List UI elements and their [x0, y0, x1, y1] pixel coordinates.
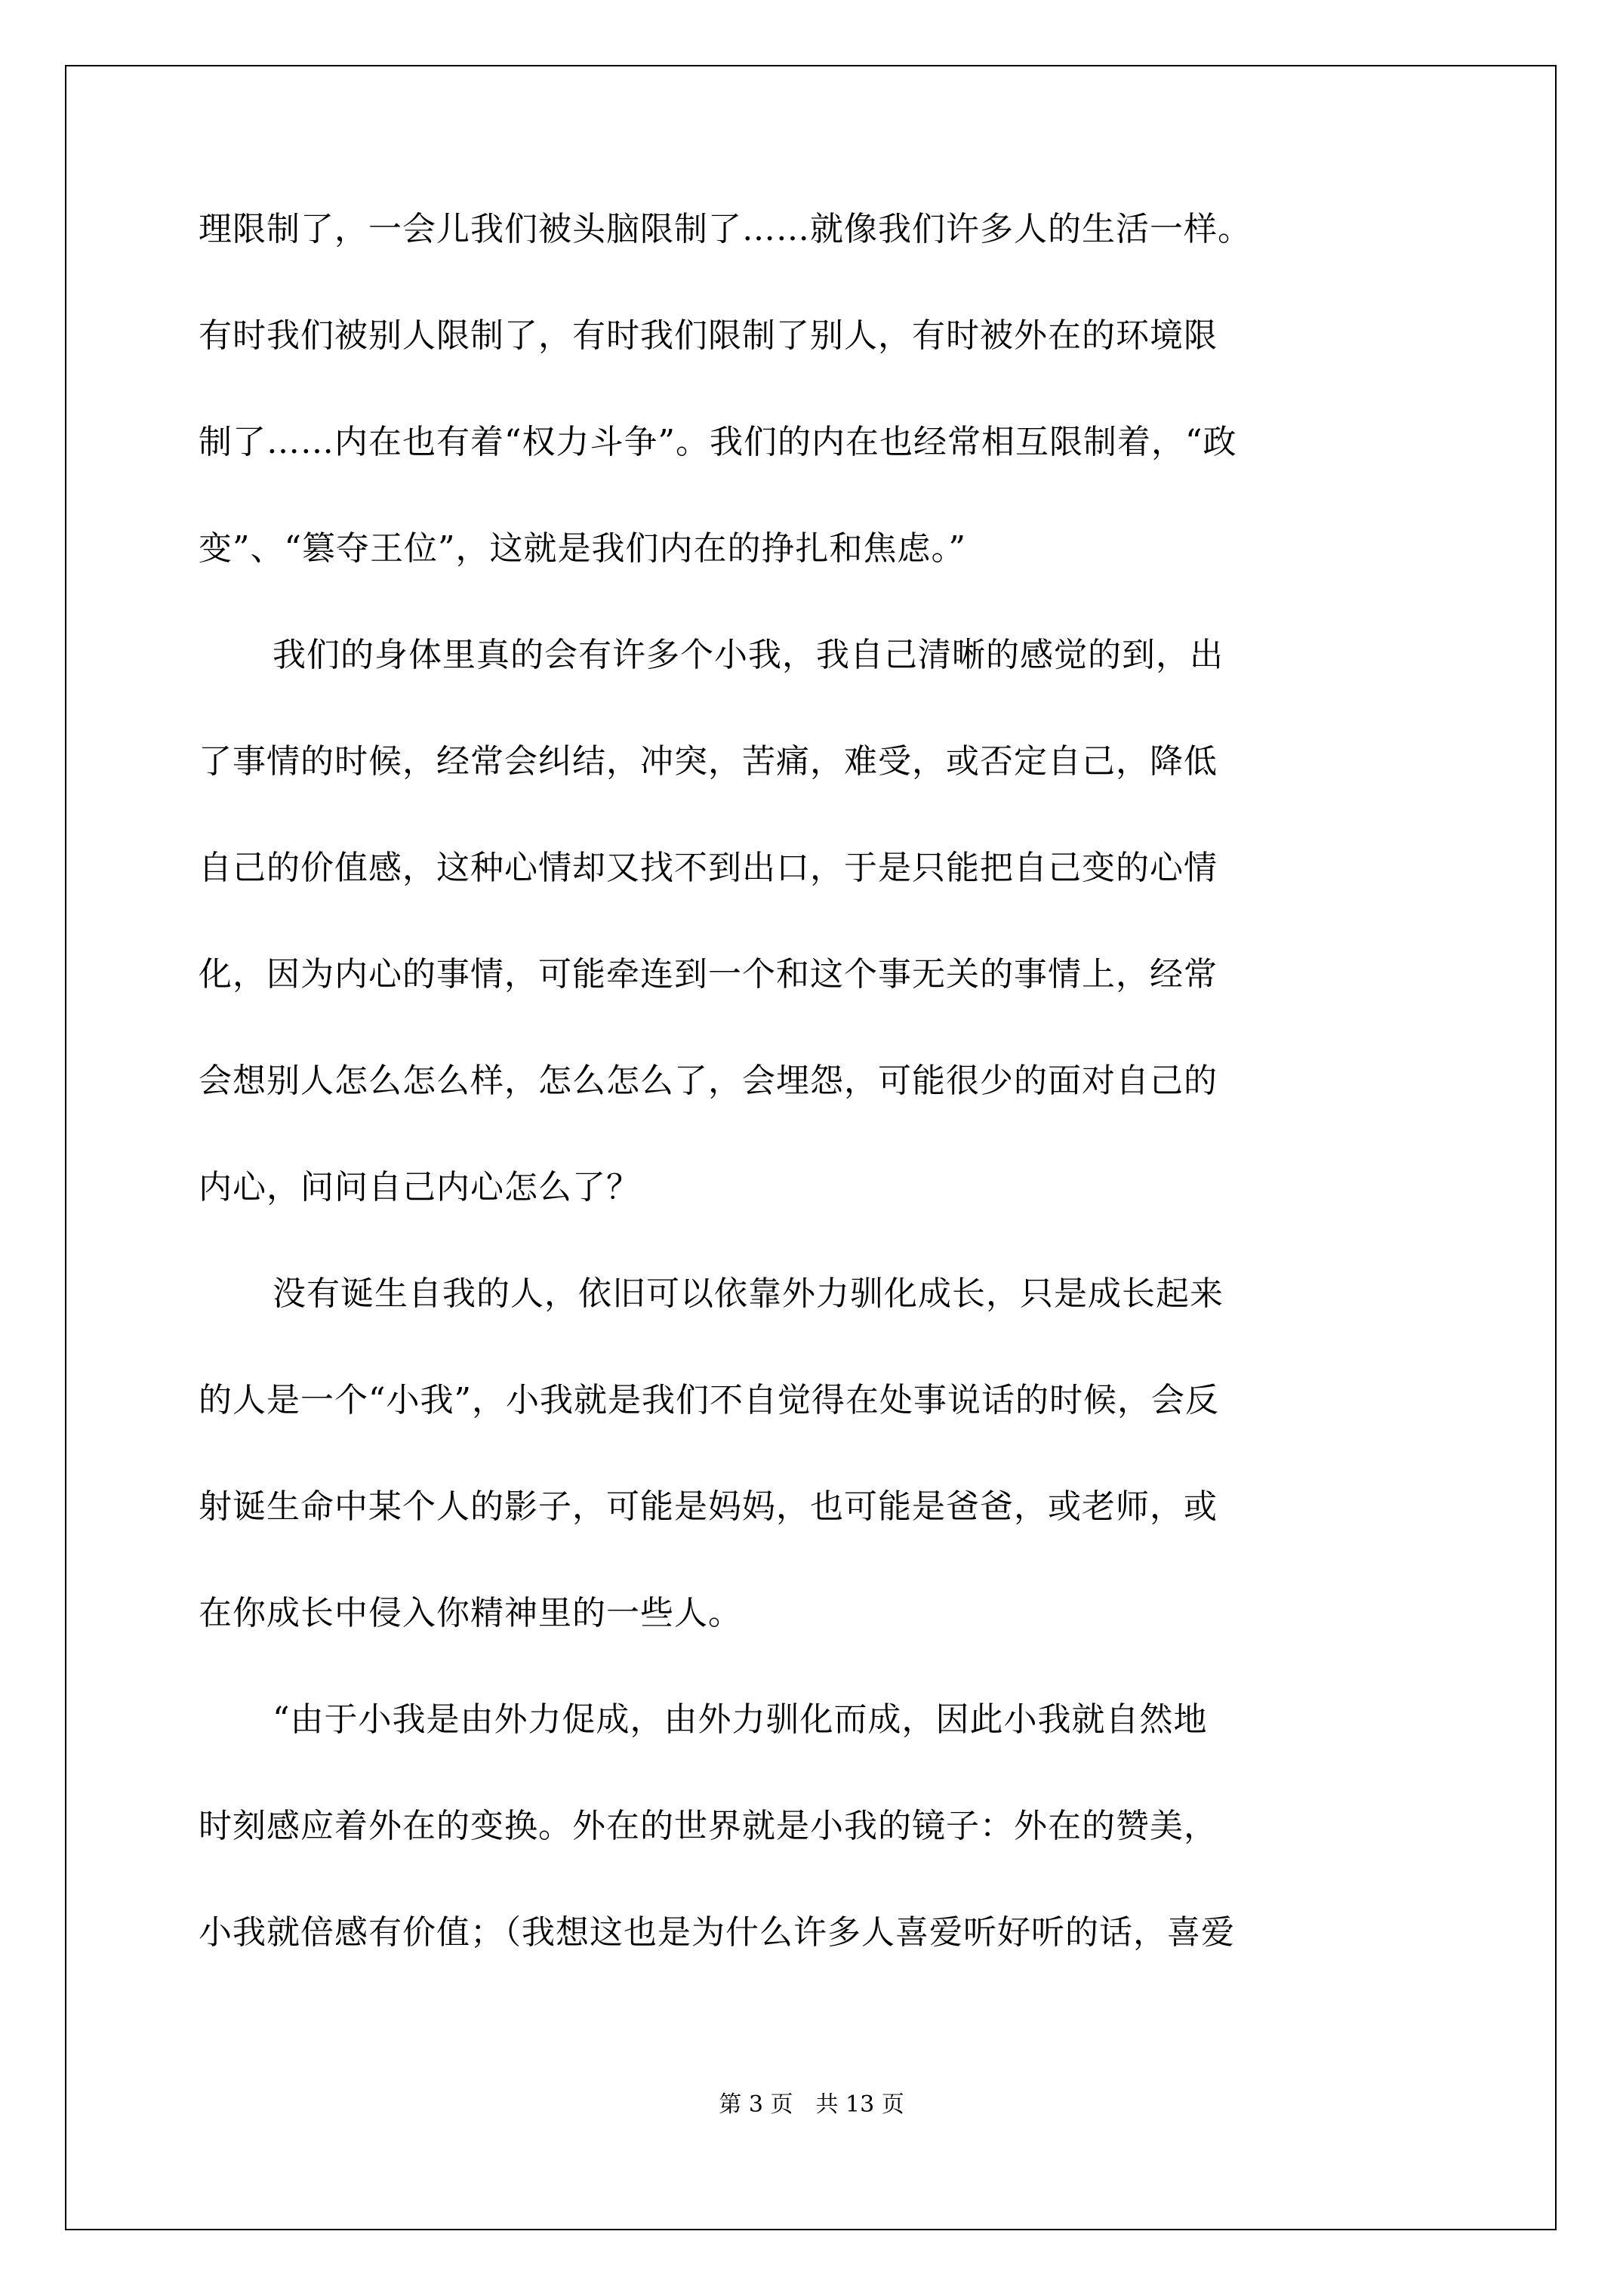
- text-line: 制了……内在也有着“权力斗争”。我们的内在也经常相互限制着，“政: [199, 423, 1237, 461]
- document-body: [199, 192, 1437, 2002]
- text-line: 有时我们被别人限制了，有时我们限制了别人，有时被外在的环境限: [199, 316, 1218, 355]
- text-line: 内心，问问自己内心怎么了？: [199, 1168, 640, 1207]
- paragraph-start-line: 没有诞生自我的人，依旧可以依靠外力驯化成长，只是成长起来: [273, 1274, 1224, 1313]
- text-line: 的人是一个“小我”，小我就是我们不自觉得在处事说话的时候，会反: [199, 1381, 1219, 1419]
- text-line: 射诞生命中某个人的影子，可能是妈妈，也可能是爸爸，或老师，或: [199, 1487, 1218, 1526]
- text-line: 时刻感应着外在的变换。外在的世界就是小我的镜子：外在的赞美，: [199, 1807, 1218, 1845]
- paragraph-start-line: “由于小我是由外力促成，由外力驯化而成，因此小我就自然地: [273, 1700, 1208, 1739]
- page-number-footer: 第 3 页 共 13 页: [719, 2091, 904, 2118]
- text-line: 自己的价值感，这种心情却又找不到出口，于是只能把自己变的心情: [199, 849, 1218, 887]
- paragraph-start-line: 我们的身体里真的会有许多个小我，我自己清晰的感觉的到，出: [273, 636, 1224, 674]
- text-line: 了事情的时候，经常会纠结，冲突，苦痛，难受，或否定自己，降低: [199, 742, 1218, 781]
- text-line: 理限制了，一会儿我们被头脑限制了……就像我们许多人的生活一样。: [199, 210, 1252, 248]
- text-line: 小我就倍感有价值；（我想这也是为什么许多人喜爱听好听的话，喜爱: [199, 1913, 1235, 1952]
- text-line: 变”、“篡夺王位”，这就是我们内在的挣扎和焦虑。”: [199, 529, 966, 568]
- text-line: 化，因为内心的事情，可能牵连到一个和这个事无关的事情上，经常: [199, 955, 1218, 994]
- text-line: 会想别人怎么怎么样，怎么怎么了，会埋怨，可能很少的面对自己的: [199, 1062, 1218, 1100]
- text-line: 在你成长中侵入你精神里的一些人。: [199, 1594, 742, 1632]
